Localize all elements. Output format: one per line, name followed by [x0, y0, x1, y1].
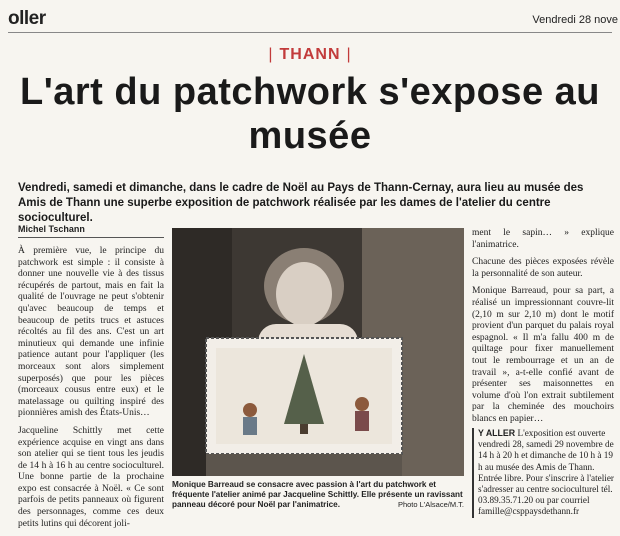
- photo-credit: Photo L'Alsace/M.T.: [397, 500, 464, 509]
- paragraph: Monique Barreaud, pour sa part, a réalisé un impressionnant couvre-lit (2,10 m sur 2,10 m) dont le motif provient d'un parquet du palais royal espagnol. « Il m'a fallu 400 m de quiltage pour fixer manuellement tout le rembourrage et un an de travail », a-t-elle confié avant de présenter ses maisonnettes en volume d'où l'on extrait subtilement par la cheminée des mouchoirs blancs en papier…: [472, 286, 614, 424]
- section-kicker: | THANN |: [268, 46, 352, 63]
- header-rule: [8, 32, 612, 33]
- byline-rule: [18, 237, 164, 238]
- photo-illustration: [172, 228, 464, 476]
- caption-text: Monique Barreaud se consacre avec passion à l'art du patchwork et fréquente l'atelier animé par Jacqueline Schittly. Elle présente un ravissant panneau décoré pour Noël par l'animatrice.: [172, 480, 463, 509]
- kicker-label: THANN: [279, 46, 341, 63]
- paragraph: À première vue, le principe du patchwork est simple : il consiste à donner une nouvelle vie à des tissus récupérés de partout, mais en fait la qualité de l'ouvrage ne peut s'obtenir qu'avec beaucoup de temps et beaucoup de petits trucs et astuces récoltés au fil des ans. C'est un art minutieux qui demande une infinie patience autant pour l'appliquer (les morceaux sont alors simplement superposés) que pour les pièces (morceaux cousus entre eux) et le matelassage ou quilting inspiré des pionnières amish des États-Unis…: [18, 246, 164, 419]
- article-column-1: [18, 246, 164, 536]
- yaller-label: Y ALLER: [478, 428, 516, 438]
- article-lead: Vendredi, samedi et dimanche, dans le cadre de Noël au Pays de Thann-Cernay, aura lieu au musée des Amis de Thann une superbe exposition de patchwork réalisée par les dames de l'atelier du centre socioculturel.: [18, 182, 584, 224]
- newspaper-name: oller: [8, 8, 46, 29]
- paragraph: ment le sapin… » explique l'animatrice.: [472, 228, 614, 250]
- article-column-3: [472, 228, 614, 432]
- paragraph: Chacune des pièces exposées révèle la personnalité de son auteur.: [472, 257, 614, 279]
- page-header: [0, 8, 620, 30]
- paragraph: Jacqueline Schittly met cette expérience acquise en vingt ans dans son atelier qui se tient tous les jeudis de 14 h à 16 h au centre socioculturel. Une bonne partie de la prochaine expo est consacrée à Noël. « Ce sont parfois de petits panneaux où figurent des personnages, comme ces deux petits lutins qui décorent joli-: [18, 425, 164, 529]
- article-title: L'art du patchwork s'expose au musée: [20, 71, 600, 157]
- practical-info-box: [472, 428, 614, 518]
- author-byline: Michel Tschann: [18, 224, 85, 234]
- article-photo: [172, 228, 464, 476]
- yaller-text: L'exposition est ouverte vendredi 28, samedi 29 novembre de 14 h à 20 h et dimanche de 10 h à 19 h au musée des Amis de Thann. Entrée libre. Pour s'inscrire à l'atelier s'adresser au centre socioculturel tél. 03.89.35.71.20 ou par courriel famille@csppaysdethann.fr: [478, 428, 614, 517]
- issue-date: Vendredi 28 nove: [532, 14, 618, 26]
- photo-caption: [172, 480, 464, 510]
